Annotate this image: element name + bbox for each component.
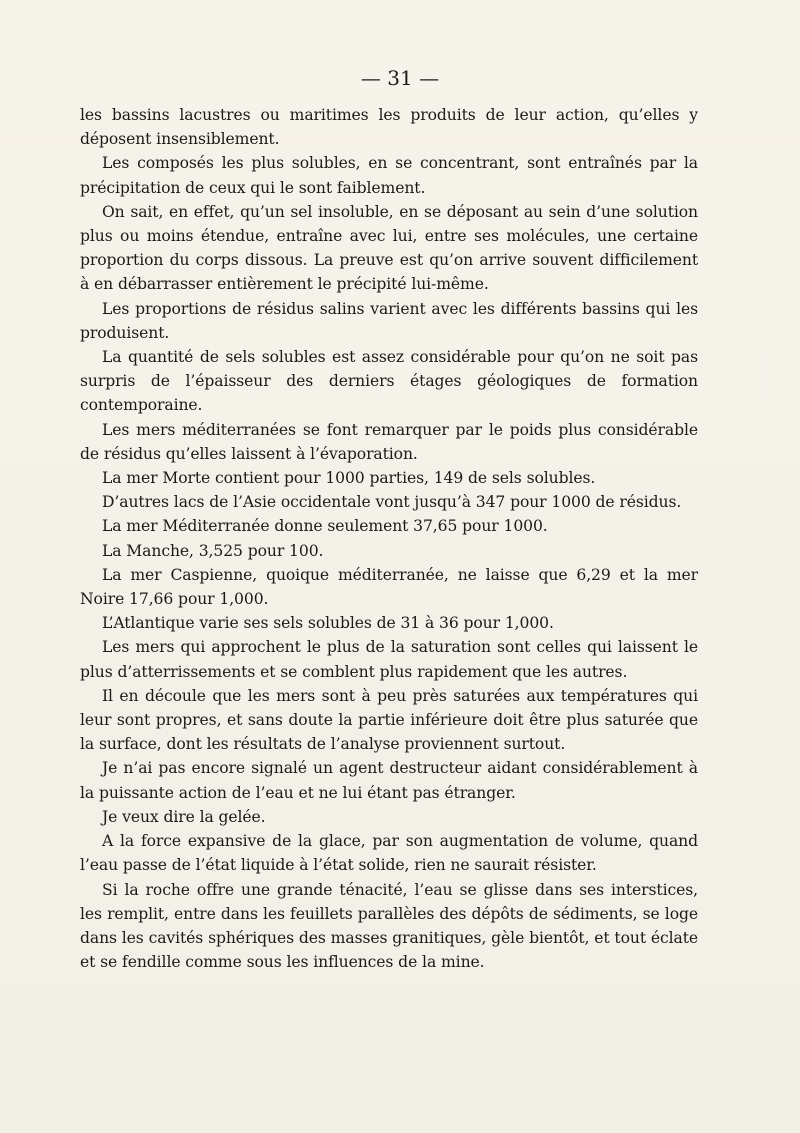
paragraph-10: La Manche, 3,525 pour 100. — [102, 541, 324, 560]
paragraph-15: Je n’ai pas encore signalé un agent destructeur aidant considérablement à la puissante action de l’eau et ne lui étant pas étranger. — [80, 759, 698, 802]
body-text — [80, 103, 698, 974]
paragraph-6: Les mers méditerranées se font remarquer par le poids plus considérable de résidus qu’elles laissent à l’évaporation. — [80, 420, 698, 463]
paragraph-13: Les mers qui approchent le plus de la saturation sont celles qui laissent le plus d’atterrissements et se comblent plus rapidement que les autres. — [80, 638, 698, 681]
paragraph-17: A la force expansive de la glace, par son augmentation de volume, quand l’eau passe de l’état liquide à l’état solide, rien ne saurait résister. — [80, 832, 698, 875]
paragraph-2: Les composés les plus solubles, en se concentrant, sont entraînés par la précipitation de ceux qui le sont faiblement. — [80, 154, 698, 197]
page-number: — 31 — — [360, 66, 440, 90]
paragraph-12: L’Atlantique varie ses sels solubles de 31 à 36 pour 1,000. — [102, 614, 554, 633]
paragraph-5: La quantité de sels solubles est assez considérable pour qu’on ne soit pas surpris de l’épaisseur des derniers étages géologiques de formation contemporaine. — [80, 348, 698, 415]
paragraph-9: La mer Méditerranée donne seulement 37,65 pour 1000. — [102, 517, 548, 536]
paragraph-16: Je veux dire la gelée. — [102, 807, 266, 826]
paragraph-8: D’autres lacs de l’Asie occidentale vont jusqu’à 347 pour 1000 de résidus. — [102, 493, 682, 512]
paragraph-3: On sait, en effet, qu’un sel insoluble, en se déposant au sein d’une solution plus ou moins étendue, entraîne avec lui, entre ses molécules, une certaine proportion du corps dissous. La preuve est qu’on arrive souvent difficilement à en débarrasser entièrement le précipité lui-même. — [80, 202, 698, 294]
paragraph-4: Les proportions de résidus salins varient avec les différents bassins qui les produisent. — [80, 299, 698, 342]
paragraph-18: Si la roche offre une grande ténacité, l’eau se glisse dans ses interstices, les remplit, entre dans les feuillets parallèles des dépôts de sédiments, se loge dans les cavités sphériques des masses granitiques, gèle bientôt, et tout éclate et se fendille comme sous les influences de la mine. — [80, 880, 698, 972]
paragraph-11: La mer Caspienne, quoique méditerranée, ne laisse que 6,29 et la mer Noire 17,66 pour 1,000. — [80, 565, 698, 609]
paragraph-7: La mer Morte contient pour 1000 parties, 149 de sels solubles. — [102, 469, 596, 488]
paragraph-1: les bassins lacustres ou maritimes les produits de leur action, qu’elles y déposent insensiblement. — [80, 106, 698, 149]
paragraph-14: Il en découle que les mers sont à peu près saturées aux températures qui leur sont propres, et sans doute la partie inférieure doit être plus saturée que la surface, dont les résultats de l’analyse proviennent surtout. — [80, 686, 698, 754]
